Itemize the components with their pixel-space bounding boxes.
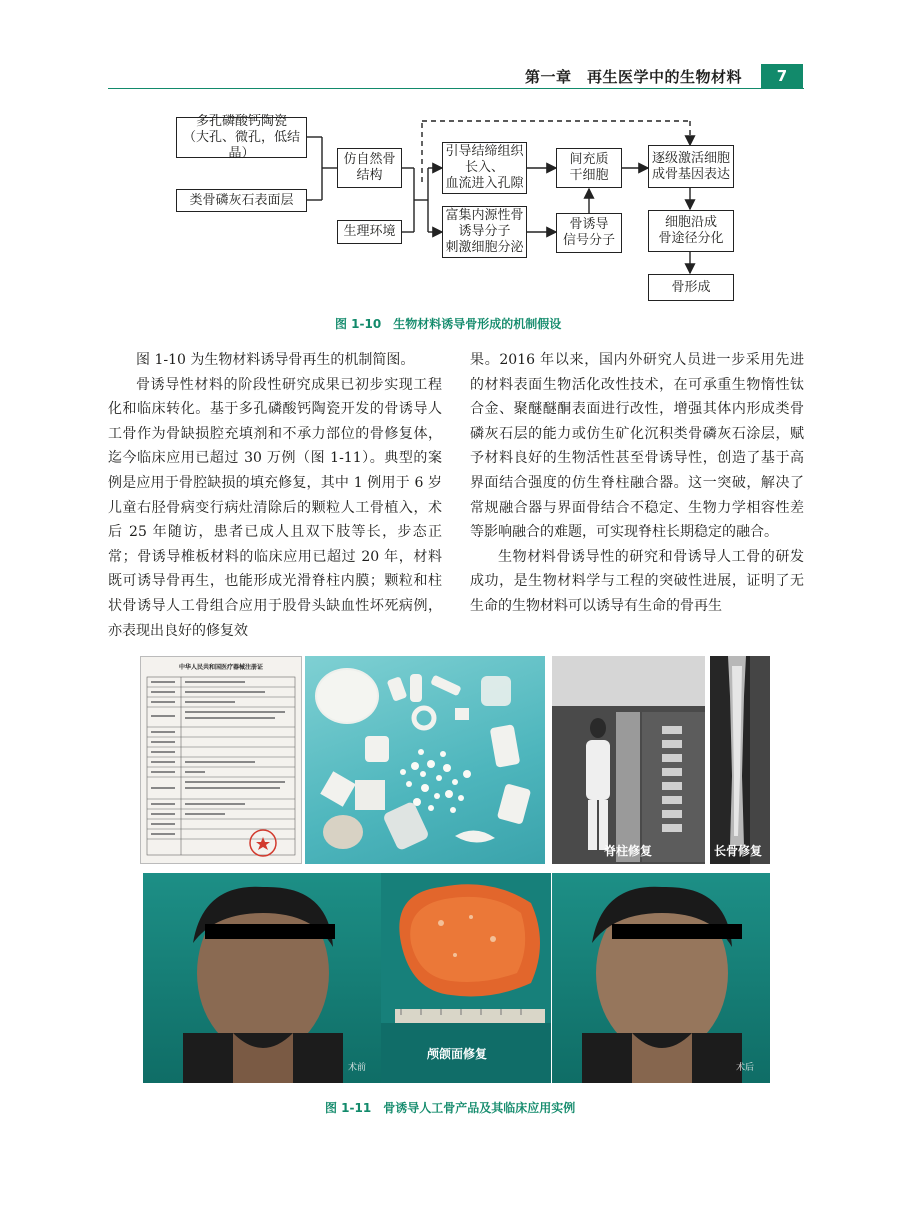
before-label: 术前 [348,1063,367,1073]
box-apatite-surface: 类骨磷灰石表面层 [176,189,307,212]
figure-1-10-caption: 图 1-10 生物材料诱导骨形成的机制假设 [335,317,562,331]
certificate-table [141,657,301,863]
right-paragraph-1: 果。2016 年以来，国内外研究人员进一步采用先进的材料表面生物活化改性技术，在可承重生物惰性钛合金、聚醚醚酮表面进行改性，增强其体内形成类骨磷灰石层的能力或仿生矿化沉积类骨磷灰石涂层，赋予材料良好的生物活性甚至骨诱导性，创造了基于高界面结合强度的仿生脊柱融合器。这一突破，解决了常规融合器与界面骨结合不稳定、生物力学相容性差等影响融合的难题，可实现脊柱长期稳定的融合。 [470,352,804,541]
right-column [470,348,804,619]
box-msc: 间充质 干细胞 [556,148,622,188]
eye-mask-bar [205,924,335,939]
page-number: 7 [761,64,803,89]
long-bone-repair-label: 长骨修复 [714,844,763,858]
box-signal-molecules: 骨诱导 信号分子 [556,213,622,253]
chapter-title: 第一章 再生医学中的生物材料 [524,68,742,86]
left-paragraph-2: 骨诱导性材料的阶段性研究成果已初步实现工程化和临床转化。基于多孔磷酸钙陶瓷开发的骨诱导人工骨作为骨缺损腔充填剂和不承力部位的骨修复体，迄今临床应用已超过 30 万例（图 1-11）。典型的案例是应用于骨腔缺损的填充修复，其中 1 例用于 6 岁儿童右胫骨病变行病灶清除后的颗粒人工骨植入，术后 25 年随访，患者已成人且双下肢等长，步态正常；骨诱导椎板材料的临床应用已超过 20 年，材料既可诱导骨再生，也能形成光滑脊柱内膜；颗粒和柱状骨诱导人工骨组合应用于股骨头缺血性坏死病例，亦表现出良好的修复效 [108,376,442,639]
bone-products-illustration [305,656,545,864]
bone-products-image [305,656,545,864]
figure-1-11-caption: 图 1-11 骨诱导人工骨产品及其临床应用实例 [325,1101,576,1115]
patient-before-image [143,873,381,1083]
patient-after-illustration [552,873,770,1083]
long-bone-repair-image [710,656,770,864]
left-column [108,348,442,643]
spine-photo-illustration [552,656,705,864]
box-physio-env: 生理环境 [337,220,402,244]
left-paragraph-1: 图 1-10 为生物材料诱导骨再生的机制简图。 [136,352,415,368]
box-induce-tissue: 引导结缔组织 长入、 血流进入孔隙 [442,142,527,194]
right-paragraph-2: 生物材料骨诱导性的研究和骨诱导人工骨的研发成功，是生物材料学与工程的突破性进展，证明了无生命的生物材料可以诱导有生命的骨再生 [470,548,804,614]
spine-repair-image [552,656,705,864]
box-bone-formation: 骨形成 [648,274,734,301]
certificate-title: 中华人民共和国医疗器械注册证 [178,664,263,671]
patient-after-image [552,873,770,1083]
box-activate-genes: 逐级激活细胞 成骨基因表达 [648,145,734,188]
registration-certificate-image [140,656,302,864]
box-bionic-structure: 仿自然骨 结构 [337,148,402,188]
after-label: 术后 [736,1063,755,1073]
box-cell-differentiation: 细胞沿成 骨途径分化 [648,210,734,252]
long-bone-xray-illustration [710,656,770,864]
craniofacial-repair-label: 颅颌面修复 [427,1047,488,1061]
craniofacial-implant-image [381,873,551,1083]
box-enrich-factors: 富集内源性骨 诱导分子 刺激细胞分泌 [442,206,527,258]
spine-repair-label: 脊柱修复 [604,844,653,858]
patient-before-illustration [143,873,381,1083]
eye-mask-bar [612,924,742,939]
box-porous-ceramic: 多孔磷酸钙陶瓷 （大孔、微孔，低结晶） [176,117,307,158]
